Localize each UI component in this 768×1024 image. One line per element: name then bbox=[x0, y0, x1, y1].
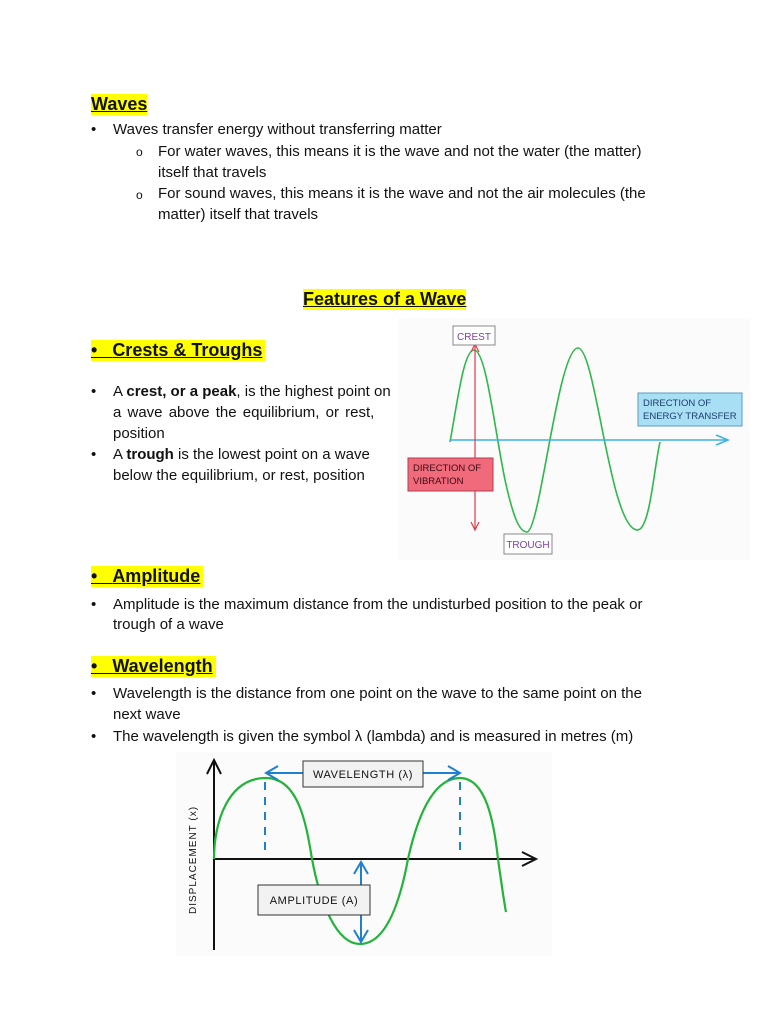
crest-def-line1 bbox=[113, 381, 391, 402]
bullet-dot: • bbox=[91, 383, 97, 400]
wavelength-heading-text: Wavelength bbox=[112, 656, 213, 676]
waves-sub1-line1: For water waves, this means it is the wave and not the water (the matter) bbox=[158, 143, 642, 160]
trough-def-line2: below the equilibrium, or rest, position bbox=[113, 467, 365, 484]
wavelength-b2: The wavelength is given the symbol λ (lambda) and is measured in metres (m) bbox=[113, 728, 634, 745]
amplitude-line2: trough of a wave bbox=[113, 616, 224, 633]
crest-def-line2: a wave above the equilibrium, or rest, bbox=[113, 404, 375, 421]
bullet-dot: • bbox=[91, 121, 97, 138]
trough-def-post: is the lowest point on a wave bbox=[173, 446, 370, 463]
bullet-dot: • bbox=[91, 446, 97, 463]
crest-trough-diagram bbox=[398, 318, 750, 560]
crest-term: crest, or a peak bbox=[126, 383, 237, 400]
energy-label-line1: DIRECTION OF bbox=[643, 398, 712, 409]
crests-heading: • Crests & Troughs bbox=[91, 340, 265, 361]
waves-bullet-1: Waves transfer energy without transferring matter bbox=[113, 121, 442, 138]
crest-def-post: , is the highest point on bbox=[236, 383, 391, 400]
vibration-label-line1: DIRECTION OF bbox=[413, 463, 482, 474]
wavelength-diagram bbox=[176, 752, 552, 956]
vibration-label-line2: VIBRATION bbox=[413, 476, 464, 487]
waves-heading: Waves bbox=[91, 94, 148, 114]
wavelength-b1-line2: next wave bbox=[113, 706, 181, 723]
bullet-dot: • bbox=[91, 596, 97, 613]
crest-def-pre: A bbox=[113, 383, 127, 400]
wavelength-b1-line1: Wavelength is the distance from one point on the wave to the same point on the bbox=[113, 685, 642, 702]
wavelength-heading: • Wavelength bbox=[91, 656, 216, 677]
sub-bullet-circle: o bbox=[136, 145, 143, 159]
features-title: Features of a Wave bbox=[303, 289, 467, 309]
energy-label-line2: ENERGY TRANSFER bbox=[643, 411, 737, 422]
trough-def-line1 bbox=[113, 444, 370, 465]
trough-def-pre: A bbox=[113, 446, 127, 463]
wavelength-label: WAVELENGTH (λ) bbox=[312, 769, 414, 781]
waves-sub2-line1: For sound waves, this means it is the wave and not the air molecules (the bbox=[158, 185, 646, 202]
trough-label: TROUGH bbox=[506, 540, 550, 551]
crest-label: CREST bbox=[457, 332, 491, 343]
crests-heading-text: Crests & Troughs bbox=[112, 340, 263, 360]
sub-bullet-circle: o bbox=[136, 188, 143, 202]
waves-sub2-line2: matter) itself that travels bbox=[158, 206, 319, 223]
amplitude-heading-text: Amplitude bbox=[112, 566, 201, 586]
amplitude-heading: • Amplitude bbox=[91, 566, 203, 587]
y-axis-label: DISPLACEMENT (x) bbox=[188, 805, 199, 914]
waves-sub1-line2: itself that travels bbox=[158, 164, 267, 181]
trough-term: trough bbox=[126, 446, 174, 463]
crest-def-line3: position bbox=[113, 425, 165, 442]
bullet-dot: • bbox=[91, 728, 97, 745]
amplitude-label: AMPLITUDE (A) bbox=[269, 895, 359, 907]
amplitude-line1: Amplitude is the maximum distance from the undisturbed position to the peak or bbox=[113, 596, 643, 613]
bullet-dot: • bbox=[91, 685, 97, 702]
